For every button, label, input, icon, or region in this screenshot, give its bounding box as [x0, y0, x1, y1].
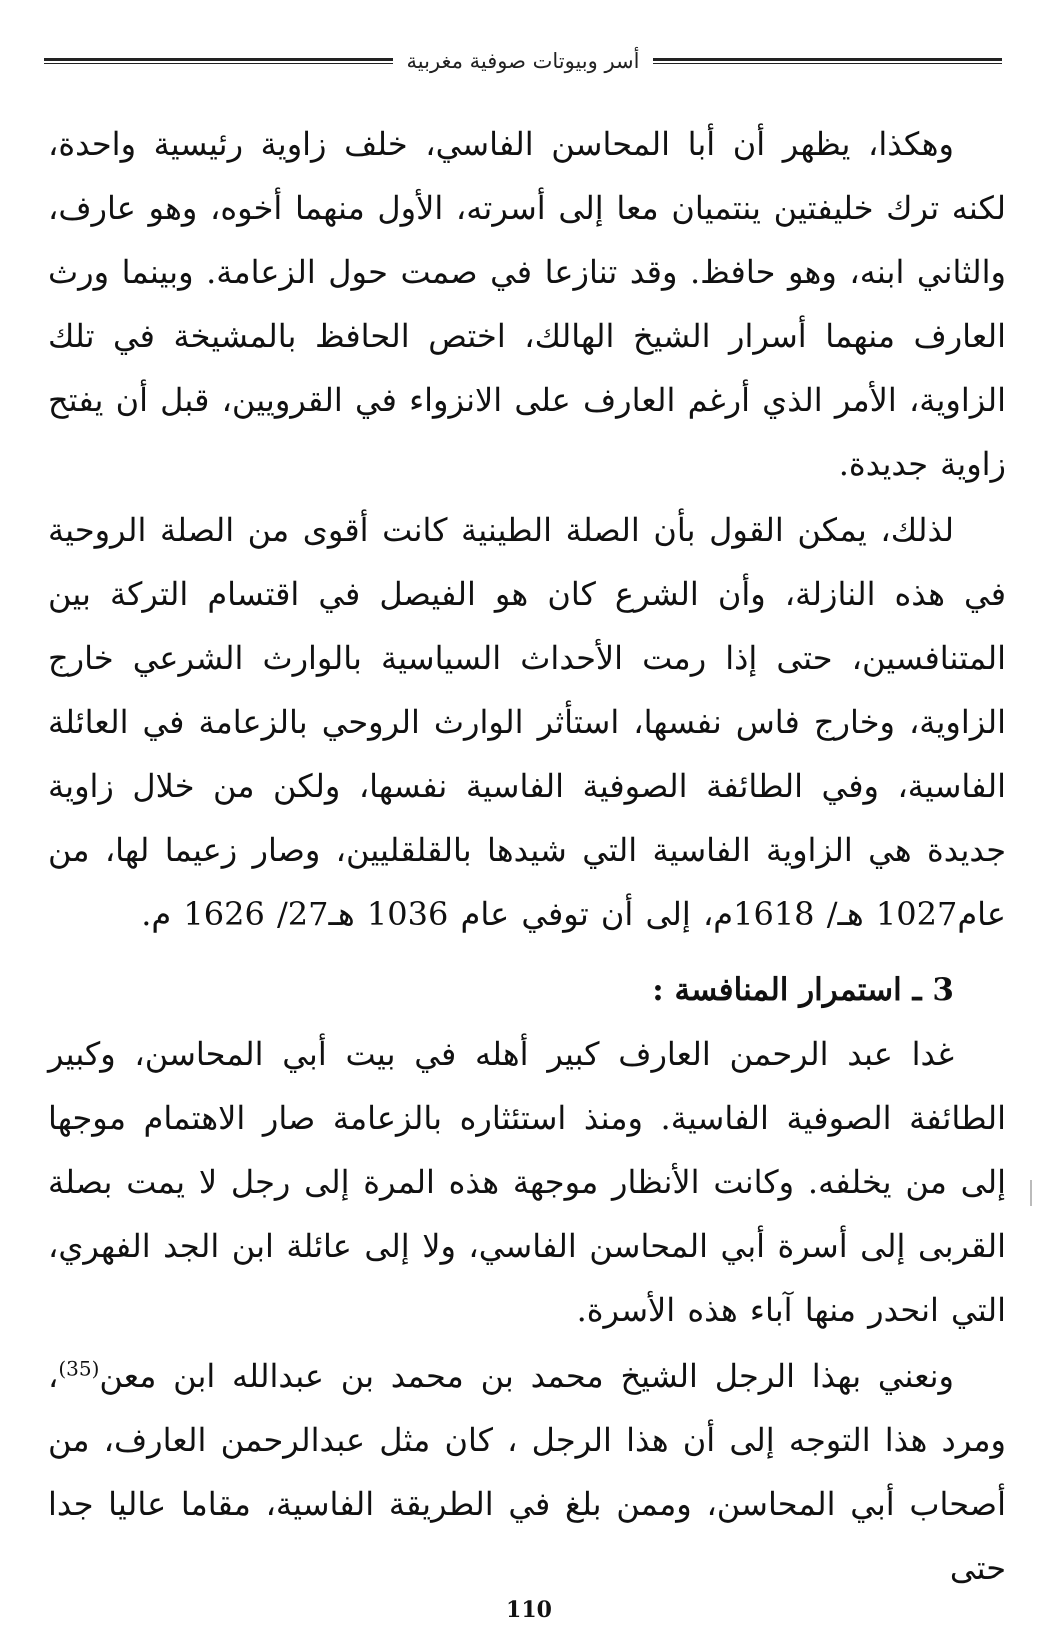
- body-text: [48, 112, 1006, 1602]
- header-rule-right: [653, 58, 1002, 64]
- footnote-reference: (35): [58, 1356, 100, 1381]
- header-rule-left: [44, 58, 393, 64]
- paragraph-4-start: ونعني بهذا الرجل الشيخ محمد بن محمد بن عبدالله ابن معن: [99, 1357, 954, 1395]
- running-header: [44, 46, 1002, 76]
- paragraph-4-rest: ، ومرد هذا التوجه إلى أن هذا الرجل ، كان مثل عبدالرحمن العارف، من أصحاب أبي المحاسن، وممن بلغ في الطريقة الفاسية، مقاما عاليا جدا حتى: [48, 1357, 1006, 1587]
- running-header-title: أسر وبيوتات صوفية مغربية: [406, 49, 640, 73]
- paragraph-3: غدا عبد الرحمن العارف كبير أهله في بيت أبي المحاسن، وكبير الطائفة الصوفية الفاسية. ومنذ استئثاره بالزعامة صار الاهتمام موجها إلى من يخلفه. وكانت الأنظار موجهة هذه المرة إلى رجل لا يمت بصلة القربى إلى أسرة أبي المحاسن الفاسي، ولا إلى عائلة ابن الجد الفهري، التي انحدر منها آباء هذه الأسرة.: [48, 1035, 1007, 1329]
- paragraph-2: لذلك، يمكن القول بأن الصلة الطينية كانت أقوى من الصلة الروحية في هذه النازلة، وأن الشرع كان هو الفيصل في اقتسام التركة بين المتنافسين، حتى إذا رمت الأحداث السياسية بالوارث الشرعي خارج الزاوية، وخارج فاس نفسها، استأثر الوارث الروحي بالزعامة في العائلة الفاسية، وفي الطائفة الصوفية الفاسية نفسها، ولكن من خلال زاوية جديدة هي الزاوية الفاسية التي شيدها بالقلقليين، وصار زعيما لها، من عام1027 هـ/ 1618م، إلى أن توفي عام 1036 هـ27/ 1626 م.: [48, 511, 1007, 933]
- paragraph-1: وهكذا، يظهر أن أبا المحاسن الفاسي، خلف زاوية رئيسية واحدة، لكنه ترك خليفتين ينتميان معا إلى أسرته، الأول منهما أخوه، وهو عارف، والثاني ابنه، وهو حافظ. وقد تنازعا في صمت حول الزعامة. وبينما ورث العارف منهما أسرار الشيخ الهالك، اختص الحافظ بالمشيخة في تلك الزاوية، الأمر الذي أرغم العارف على الانزواء في القرويين، قبل أن يفتح زاوية جديدة.: [48, 125, 1007, 483]
- page-number: 110: [506, 1597, 552, 1623]
- scan-margin-mark: [1030, 1180, 1032, 1206]
- paragraph-4: [48, 1344, 1006, 1600]
- section-heading: 3 ـ استمرار المنافسة :: [652, 972, 954, 1008]
